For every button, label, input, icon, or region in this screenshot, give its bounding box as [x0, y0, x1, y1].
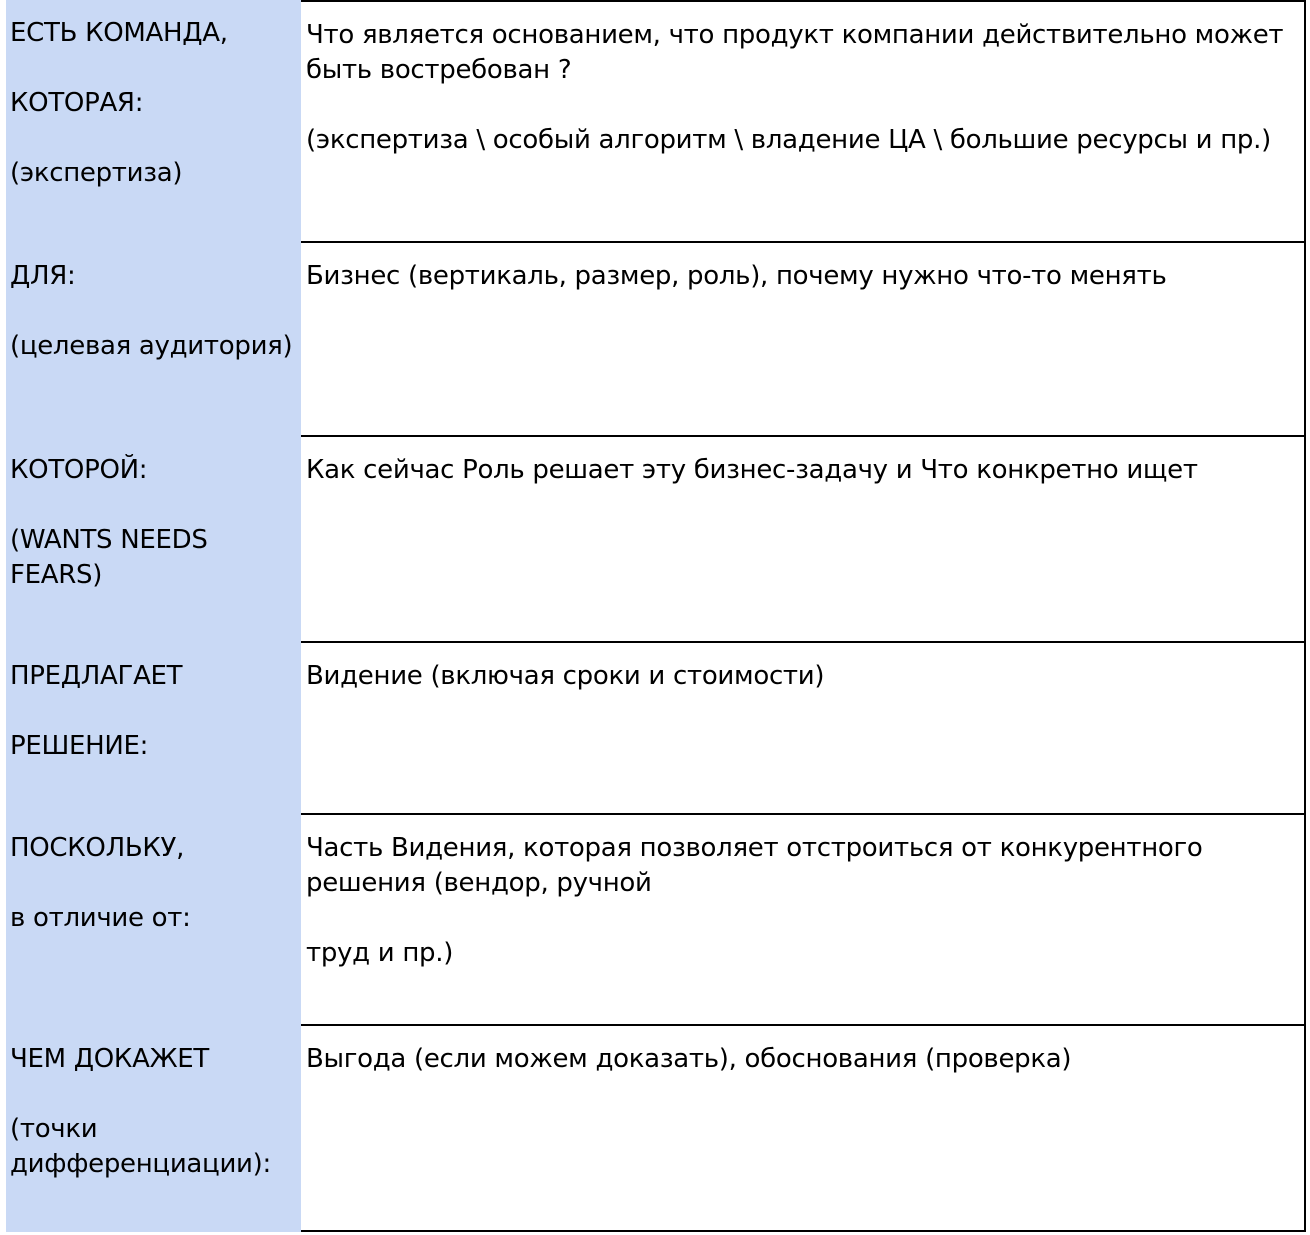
content-line: труд и пр.) — [306, 938, 454, 968]
content-line: быть востребован ? — [306, 55, 572, 85]
content-line: решения (вендор, ручной — [306, 868, 652, 898]
label-line: (WANTS NEEDS — [10, 525, 208, 555]
table-row — [6, 643, 1306, 815]
label-line: (точки — [10, 1114, 98, 1144]
row-content-solution[interactable] — [301, 643, 1306, 815]
value-proposition-table — [6, 0, 1306, 1232]
row-content-proof[interactable] — [301, 1026, 1306, 1232]
content-line: Часть Видения, которая позволяет отстроиться от конкурентного — [306, 833, 1203, 863]
label-line: ДЛЯ: — [10, 261, 76, 291]
label-line: в отличие от: — [10, 903, 191, 933]
row-content-team[interactable] — [301, 0, 1306, 243]
content-line: Видение (включая сроки и стоимости) — [306, 661, 825, 691]
row-label-audience — [6, 243, 301, 437]
label-line: ЕСТЬ КОМАНДА, — [10, 18, 228, 48]
row-content-needs[interactable] — [301, 437, 1306, 643]
content-line: Как сейчас Роль решает эту бизнес-задачу и Что конкретно ищет — [306, 455, 1198, 485]
row-label-team — [6, 0, 301, 243]
label-line: (экспертиза) — [10, 158, 183, 188]
table-row — [6, 1026, 1306, 1232]
table-row — [6, 243, 1306, 437]
label-line: КОТОРАЯ: — [10, 88, 144, 118]
label-line: дифференциации): — [10, 1149, 271, 1179]
content-line: Что является основанием, что продукт компании действительно может — [306, 20, 1284, 50]
content-line: (экспертиза \ особый алгоритм \ владение ЦА \ большие ресурсы и пр.) — [306, 125, 1271, 155]
label-line: (целевая аудитория) — [10, 331, 293, 361]
label-line: РЕШЕНИЕ: — [10, 731, 149, 761]
label-line: FEARS) — [10, 560, 103, 590]
row-label-solution — [6, 643, 301, 815]
row-content-unlike[interactable] — [301, 815, 1306, 1026]
label-line: ПОСКОЛЬКУ, — [10, 833, 185, 863]
label-line: ПРЕДЛАГАЕТ — [10, 661, 183, 691]
content-line: Выгода (если можем доказать), обоснования (проверка) — [306, 1044, 1072, 1074]
row-label-unlike — [6, 815, 301, 1026]
table-row — [6, 0, 1306, 243]
table-row — [6, 815, 1306, 1026]
table-row — [6, 437, 1306, 643]
label-line: КОТОРОЙ: — [10, 455, 148, 485]
row-label-proof — [6, 1026, 301, 1232]
row-label-needs — [6, 437, 301, 643]
label-line: ЧЕМ ДОКАЖЕТ — [10, 1044, 209, 1074]
row-content-audience[interactable] — [301, 243, 1306, 437]
content-line: Бизнес (вертикаль, размер, роль), почему нужно что-то менять — [306, 261, 1167, 291]
